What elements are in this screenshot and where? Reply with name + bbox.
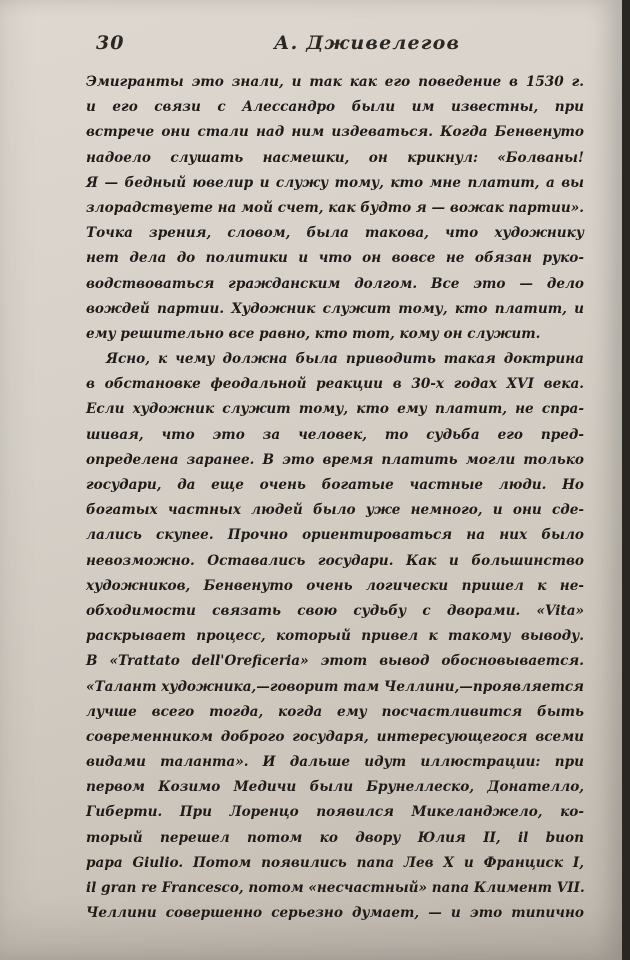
- text-line: вождей партии. Художник служит тому, кто платит, и: [86, 300, 584, 317]
- text-line: Я — бедный ювелир и служу тому, кто мне платит, а вы: [86, 174, 584, 191]
- text-line: определена заранее. В это время платить могли только: [86, 451, 584, 468]
- text-line: Эмигранты это знали, и так как его поведение в 1530 г.: [86, 74, 584, 90]
- text-line: первом Козимо Медичи были Брунеллеско, Донателло,: [86, 779, 584, 796]
- text-line: Челлини совершенно серьезно думает, — и это типично: [86, 905, 584, 922]
- text-line: злорадствуете на мой счет, как будто я — вожак партии».: [86, 199, 584, 216]
- text-line: встрече они стали над ним издеваться. Когда Бенвенуто: [86, 124, 584, 141]
- text-line: Точка зрения, словом, была такова, что художнику: [86, 225, 584, 242]
- text-line: и его связи с Алессандро были им известны, при: [86, 99, 584, 116]
- text-line: художников, Бенвенуто очень логически пришел к не-: [86, 577, 584, 594]
- text-line: Гиберти. При Лоренцо появился Микеланджело, ко-: [86, 804, 584, 821]
- paragraph: [86, 347, 584, 926]
- text-line: Если художник служит тому, кто ему платит, не спра-: [86, 401, 584, 418]
- text-line: богатых частных людей было уже немного, и они сде-: [86, 502, 584, 519]
- text-line: водствоваться гражданским долгом. Все это — дело: [86, 275, 584, 292]
- text-line: лучше всего тогда, когда ему посчастливится быть: [86, 703, 584, 720]
- text-line: раскрывает процесс, который привел к такому выводу.: [86, 628, 584, 645]
- text-line: «Талант художника,—говорит там Челлини,—проявляется: [86, 678, 584, 695]
- text-line: il gran re Francesco, потом «несчастный» папа Климент VII.: [86, 880, 585, 896]
- text-line: невозможно. Оставались государи. Как и большинство: [86, 552, 584, 569]
- text-line: Ясно, к чему должна была приводить такая доктрина: [106, 351, 584, 368]
- paragraph: [86, 70, 584, 347]
- text-line: шивая, что это за человек, то судьба его пред-: [86, 426, 584, 443]
- text-line: обходимости связать свою судьбу с дворами. «Vita»: [86, 602, 584, 619]
- text-line: современником доброго государя, интересующегося всеми: [86, 728, 584, 745]
- text-line: видами таланта». И дальше идут иллюстрации: при: [86, 754, 584, 771]
- page-number: 30: [96, 32, 125, 54]
- page-header: [96, 30, 461, 60]
- text-line: papa Giulio. Потом появились папа Лев X и Франциск I,: [86, 854, 584, 871]
- text-line: государи, да еще очень богатые частные люди. Но: [86, 477, 584, 493]
- running-head: А. Дживелегов: [274, 32, 461, 54]
- text-line: нет дела до политики и что он вовсе не обязан руко-: [86, 250, 584, 267]
- text-line: надоело слушать насмешки, он крикнул: «Болваны!: [86, 149, 584, 166]
- text-line: торый перешел потом ко двору Юлия II, il buon: [86, 829, 584, 846]
- body-text: [86, 70, 584, 926]
- text-line: ему решительно все равно, кто тот, кому он служит.: [86, 325, 541, 342]
- text-line: лались скупее. Прочно ориентироваться на них было: [86, 527, 584, 544]
- text-line: в обстановке феодальной реакции в 30-х годах XVI века.: [86, 376, 584, 393]
- text-line: В «Trattato dell'Oreficeria» этот вывод обосновывается.: [86, 653, 584, 670]
